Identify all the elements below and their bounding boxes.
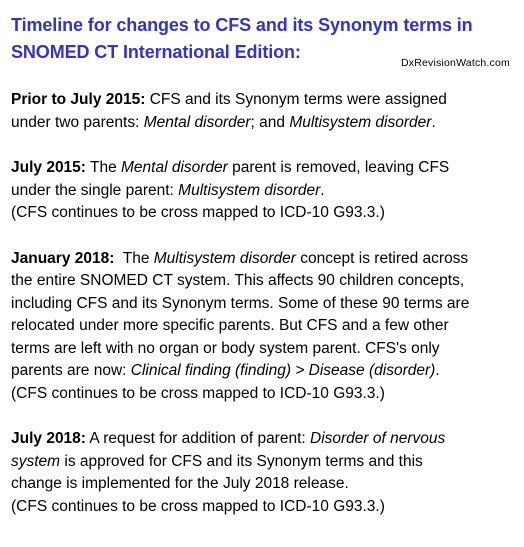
- entry-italic-term: Multisystem disorder: [178, 181, 321, 199]
- title-line-2: SNOMED CT International Edition:: [11, 42, 301, 62]
- entry-text: .: [431, 113, 436, 131]
- entry-text: terms are left with no organ or body system parent. CFS's only: [11, 339, 440, 357]
- entry-italic-term: system: [11, 452, 61, 470]
- entry-text: The: [85, 159, 122, 176]
- entry-text: parents are now:: [11, 362, 131, 379]
- timeline-entry-january-2018: [11, 248, 516, 406]
- entry-text: concept is retired across: [295, 249, 469, 267]
- timeline-entry-prior-july-2015: [11, 89, 516, 134]
- timeline-entry-july-2015: [11, 157, 516, 225]
- entry-mapping-note: (CFS continues to be cross mapped to ICD-10 G93.3.): [11, 384, 385, 402]
- entry-italic-term: Mental disorder: [143, 113, 251, 131]
- entry-mapping-note: (CFS continues to be cross mapped to ICD-10 G93.3.): [11, 497, 385, 515]
- timeline-entries: [11, 89, 516, 541]
- entry-date: July 2015:: [11, 159, 86, 176]
- entry-text: change is implemented for the July 2018 release.: [11, 475, 349, 492]
- entry-date: Prior to July 2015:: [11, 91, 146, 108]
- entry-text: parent is removed, leaving CFS: [227, 159, 450, 176]
- entry-text: A request for addition of parent:: [85, 430, 311, 447]
- entry-text: relocated under more specific parents. But CFS and a few other: [11, 317, 449, 334]
- entry-text: .: [320, 181, 325, 199]
- entry-text: is approved for CFS and its Synonym terms and this: [60, 452, 423, 470]
- entry-text: the entire SNOMED CT system. This affects 90 children concepts,: [11, 272, 465, 289]
- entry-italic-term: Disorder of nervous: [310, 430, 446, 447]
- site-credit: DxRevisionWatch.com: [400, 57, 510, 69]
- entry-text: ; and: [250, 113, 290, 131]
- entry-text: under two parents:: [11, 113, 144, 131]
- timeline-entry-july-2018: [11, 428, 516, 518]
- entry-mapping-note: (CFS continues to be cross mapped to ICD-10 G93.3.): [11, 204, 385, 221]
- entry-italic-term: Clinical finding (finding) > Disease (disorder): [130, 362, 436, 379]
- entry-italic-term: Multisystem disorder: [289, 113, 432, 131]
- entry-text: under the single parent:: [11, 181, 179, 199]
- entry-italic-term: Mental disorder: [121, 159, 228, 176]
- entry-italic-term: Multisystem disorder: [153, 249, 296, 267]
- entry-text: CFS and its Synonym terms were assigned: [145, 91, 447, 108]
- title-line-1: Timeline for changes to CFS and its Synonym terms in: [11, 15, 473, 35]
- entry-text: The: [114, 249, 154, 267]
- entry-text: including CFS and its Synonym terms. Some of these 90 terms are: [11, 294, 470, 312]
- entry-text: .: [435, 362, 440, 379]
- entry-date: January 2018:: [11, 249, 115, 267]
- entry-date: July 2018:: [11, 430, 86, 447]
